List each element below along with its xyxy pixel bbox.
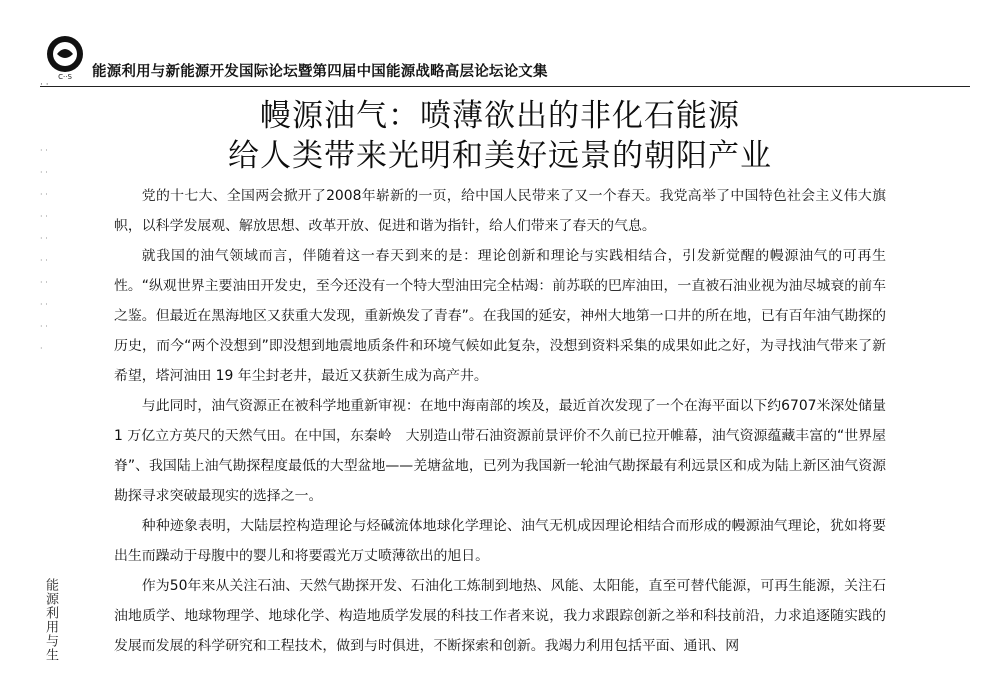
header-dots: · · xyxy=(40,80,49,90)
paragraph-2: 就我国的油气领域而言，伴随着这一春天到来的是：理论创新和理论与实践相结合，引发新觉醒的幔源油气的可再生性。“纵观世界主要油田开发史，至今还没有一个特大型油田完全枯竭：前苏联的巴库油田，一直被石油业视为油尽城衰的前车之鉴。但最近在黑海地区又获重大发现，重新焕发了青春”。在我国的延安，神州大地第一口井的所在地，已有百年油气勘探的历史，而今“两个没想到”即没想到地震地质条件和环境气候如此复杂，没想到资料采集的成果如此之好，为寻找油气带来了新希望，塔河油田 19 年尘封老井，最近又获新生成为高产井。 xyxy=(114,248,886,384)
logo-text: C··S xyxy=(58,73,72,81)
article-title xyxy=(120,96,880,176)
article-body xyxy=(114,181,886,661)
paragraph-4: 种种迹象表明，大陆层控构造理论与烃碱流体地球化学理论、油气无机成因理论相结合而形成的幔源油气理论，犹如将要出生而躁动于母腹中的婴儿和将要霞光万丈喷薄欲出的旭日。 xyxy=(114,518,886,564)
title-line-2: 给人类带来光明和美好远景的朝阳产业 xyxy=(228,138,772,174)
paragraph-3: 与此同时，油气资源正在被科学地重新审视：在地中海南部的埃及，最近首次发现了一个在海平面以下约6707米深处储量 1 万亿立方英尺的天然气田。在中国，东秦岭 大别造山带石油资源前景评价不久前已拉开帷幕，油气资源蕴藏丰富的“世界屋脊”、我国陆上油气勘探程度最低的大型盆地——羌塘盆地，已列为我国新一轮油气勘探最有利远景区和成为陆上新区油气资源勘探寻求突破最现实的选择之一。 xyxy=(114,398,886,504)
title-line-1: 幔源油气：喷薄欲出的非化石能源 xyxy=(260,98,740,134)
running-header: 能源利用与新能源开发国际论坛暨第四届中国能源战略高层论坛论文集 xyxy=(92,64,548,80)
paragraph-5: 作为50年来从关注石油、天然气勘探开发、石油化工炼制到地热、风能、太阳能，直至可替代能源，可再生能源，关注石油地质学、地球物理学、地球化学、构造地质学发展的科技工作者来说，我力求跟踪创新之举和科技前沿，力求追逐随实践的发展而发展的科学研究和工程技术，做到与时俱进，不断探索和创新。我竭力利用包括平面、通讯、网 xyxy=(114,578,886,654)
margin-dots: · · · · · · · · · · · · · · · · · · · xyxy=(40,146,48,353)
header-divider xyxy=(40,86,970,87)
paragraph-1: 党的十七大、全国两会掀开了2008年崭新的一页，给中国人民带来了又一个春天。我党高举了中国特色社会主义伟大旗帜，以科学发展观、解放思想、改革开放、促进和谐为指针，给人们带来了春天的气息。 xyxy=(114,188,886,234)
conference-logo xyxy=(40,32,90,82)
side-margin-label: 能源利用与生 xyxy=(43,578,58,662)
